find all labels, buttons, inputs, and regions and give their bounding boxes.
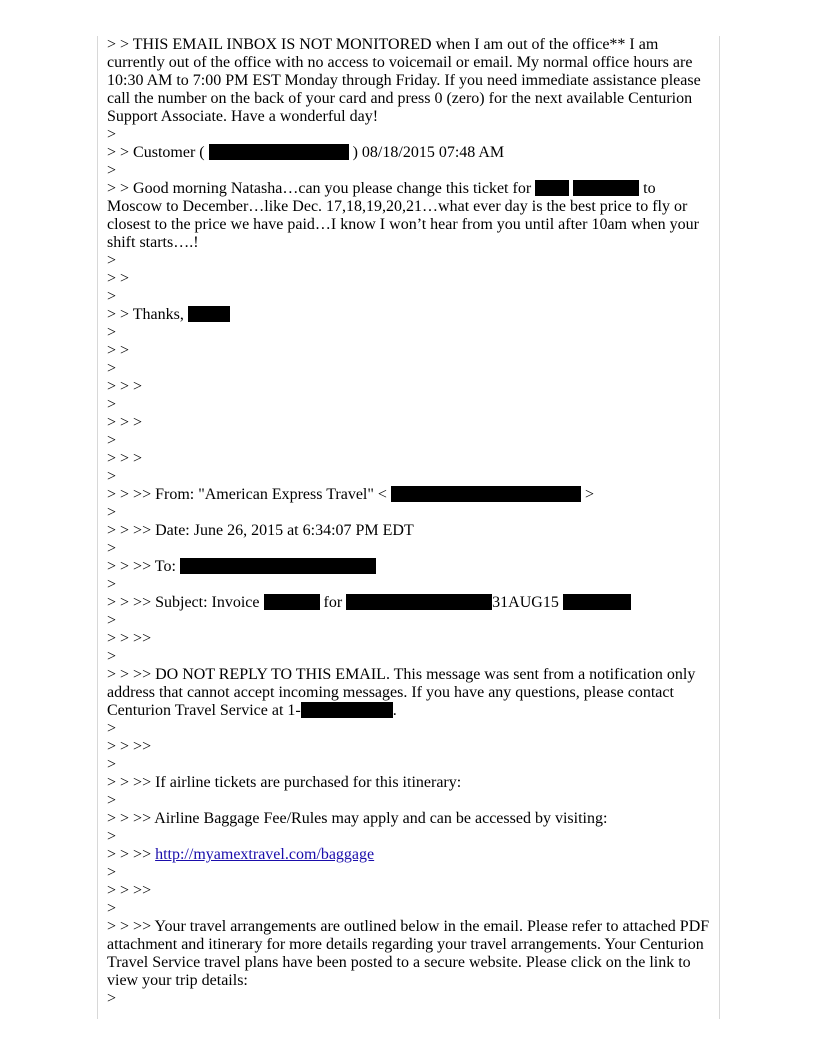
- right-border-rule: [719, 36, 720, 1019]
- quote-line: > > >: [107, 450, 143, 467]
- redacted-customer-info: [209, 144, 349, 160]
- quote-line: >: [107, 360, 117, 377]
- quote-line: >: [107, 990, 117, 1007]
- quote-line: > > >>: [107, 630, 152, 647]
- redacted-signature: [188, 306, 230, 322]
- quote-line: > > >: [107, 378, 143, 395]
- quote-line: >: [107, 504, 117, 521]
- email-body: [107, 36, 712, 1008]
- redacted-name: [573, 180, 639, 196]
- quote-line: >: [107, 576, 117, 593]
- redacted-invoice-number: [264, 594, 320, 610]
- quote-line: >: [107, 828, 117, 845]
- redacted-phone-number: [301, 702, 393, 718]
- customer-line: > > Customer ( ) 08/18/2015 07:48 AM: [107, 144, 505, 161]
- redacted-destination: [563, 594, 631, 610]
- do-not-reply-paragraph: > > >> DO NOT REPLY TO THIS EMAIL. This message was sent from a notification only address that cannot accept incoming messages. If you have any questions, please contact Centurion Travel Service at 1- .: [107, 666, 696, 719]
- subject-line: > > >> Subject: Invoice for 31AUG15: [107, 594, 712, 612]
- quote-line: > > >>: [107, 738, 152, 755]
- from-line: > > >> From: "American Express Travel" < >: [107, 486, 594, 503]
- quote-line: > >: [107, 270, 130, 287]
- not-monitored-paragraph: > > THIS EMAIL INBOX IS NOT MONITORED when I am out of the office** I am currently out of the office with no access to voicemail or email. My normal office hours are 10:30 AM to 7:00 PM EST Monday through Friday. If you need immediate assistance please call the number on the back of your card and press 0 (zero) for the next available Centurion Support Associate. Have a wonderful day!: [107, 36, 701, 125]
- quote-line: >: [107, 720, 117, 737]
- quote-line: > > >: [107, 414, 143, 431]
- good-morning-paragraph: > > Good morning Natasha…can you please change this ticket for to Moscow to December…like Dec. 17,18,19,20,21…what ever day is the best price to fly or closest to the price we have paid…I know I won’t hear from you until after 10am when your shift starts….!: [107, 180, 699, 251]
- quote-line: >: [107, 162, 117, 179]
- travel-arrangements-paragraph: > > >> Your travel arrangements are outlined below in the email. Please refer to attached PDF attachment and itinerary for more details regarding your travel arrangements. Your Centurion Travel Service travel plans have been posted to a secure website. Please click on the link to view your trip details:: [107, 918, 710, 989]
- quote-line: >: [107, 900, 117, 917]
- quote-line: > > >>: [107, 882, 152, 899]
- to-line: > > >> To:: [107, 558, 712, 576]
- baggage-link[interactable]: http://myamextravel.com/baggage: [155, 846, 375, 863]
- quote-line: >: [107, 396, 117, 413]
- quote-line: > >: [107, 342, 130, 359]
- quote-line: >: [107, 252, 117, 269]
- date-line: > > >> Date: June 26, 2015 at 6:34:07 PM EDT: [107, 522, 414, 539]
- baggage-link-line: > > >> http://myamextravel.com/baggage: [107, 846, 375, 863]
- quote-line: >: [107, 648, 117, 665]
- redacted-recipient: [180, 558, 376, 574]
- left-border-rule: [97, 36, 98, 1019]
- quote-line: >: [107, 126, 117, 143]
- quote-line: >: [107, 792, 117, 809]
- quote-line: >: [107, 288, 117, 305]
- quote-line: >: [107, 432, 117, 449]
- quote-line: >: [107, 468, 117, 485]
- quote-line: >: [107, 324, 117, 341]
- quote-line: >: [107, 864, 117, 881]
- redacted-name: [535, 180, 569, 196]
- quote-line: >: [107, 756, 117, 773]
- quote-line: >: [107, 612, 117, 629]
- thanks-line: > > Thanks,: [107, 306, 712, 324]
- quote-line: >: [107, 540, 117, 557]
- redacted-email-address: [391, 486, 581, 502]
- baggage-rules-line: > > >> Airline Baggage Fee/Rules may apply and can be accessed by visiting:: [107, 810, 608, 827]
- redacted-traveler: [346, 594, 492, 610]
- airline-tickets-line: > > >> If airline tickets are purchased for this itinerary:: [107, 774, 462, 791]
